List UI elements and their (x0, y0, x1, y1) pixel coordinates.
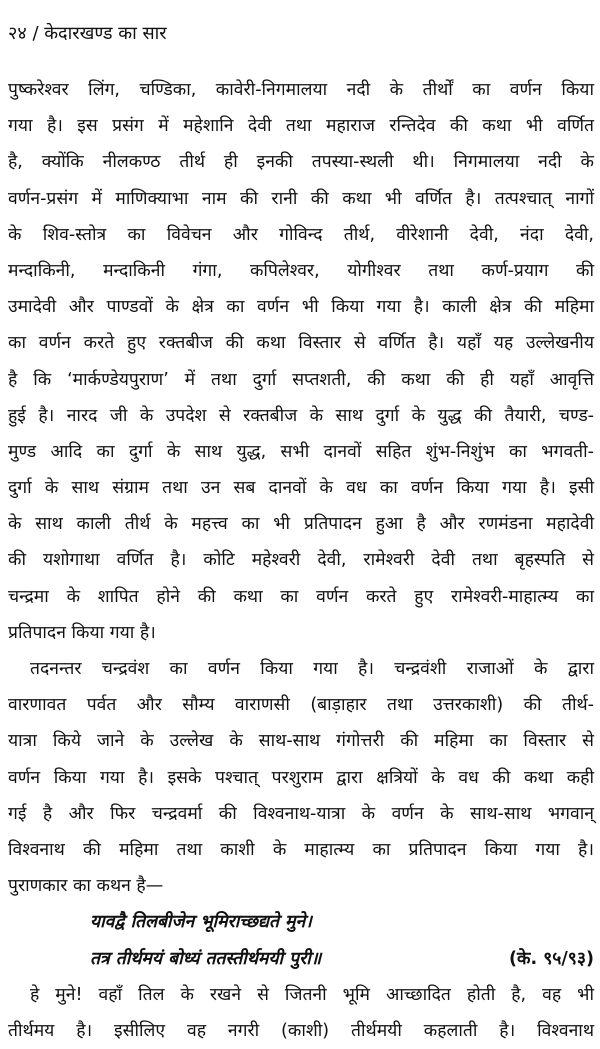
text-line: के साथ काली तीर्थ के महत्त्व का भी प्रतिपादन हुआ है और रणमंडना महादेवी (8, 514, 594, 535)
text-line: यात्रा किये जाने के उल्लेख के साथ-साथ गंगोत्तरी की महिमा का विस्तार से (8, 731, 594, 752)
text-line: पुराणकार का कथन है— (8, 876, 164, 897)
text-line: उमादेवी और पाण्डवों के क्षेत्र का वर्णन भी किया गया है। काली क्षेत्र की महिमा (8, 297, 594, 318)
text-line: गई है और फिर चन्द्रवर्मा की विश्वनाथ-यात्रा के वर्णन के साथ-साथ भगवान् (8, 803, 594, 824)
sanskrit-verse (8, 904, 594, 976)
running-header: २४ / केदारखण्ड का सार (8, 23, 167, 44)
text-line: के शिव-स्तोत्र का विवेचन और गोविन्द तीर्थ, वीरेशानी देवी, नंदा देवी, (8, 224, 594, 245)
text-line: गया है। इस प्रसंग में महेशानि देवी तथा महाराज रन्तिदेव की कथा भी वर्णित (8, 116, 594, 137)
text-line: दुर्गा के साथ संग्राम तथा उन सब दानवों के वध का वर्णन किया गया है। इसी (8, 478, 594, 499)
verse-line (8, 941, 594, 977)
text-line: मन्दाकिनी, मन्दाकिनी गंगा, कपिलेश्वर, योगीश्वर तथा कर्ण-प्रयाग की (8, 260, 594, 281)
text-line: वर्णन किया गया है। इसके पश्चात् परशुराम द्वारा क्षत्रियों के वध की कथा कही (8, 767, 594, 788)
text-line: पुष्करेश्वर लिंग, चण्डिका, कावेरी-निगमालया नदी के तीर्थों का वर्णन किया (8, 80, 594, 100)
text-line: प्रतिपादन किया गया है। (8, 622, 156, 643)
text-line: विश्वनाथ की महिमा तथा काशी के माहात्म्य का प्रतिपादन किया गया है। (8, 839, 594, 860)
text-line: हे मुने! वहाँ तिल के रखने से जितनी भूमि आच्छादित होती है, वह भी (30, 984, 594, 1005)
text-line: का वर्णन करते हुए रक्तबीज की कथा विस्तार से वर्णित है। यहाँ यह उल्लेखनीय (8, 333, 594, 354)
verse-line (8, 904, 594, 940)
text-line: है, क्योंकि नीलकण्ठ तीर्थ ही इनकी तपस्या-स्थली थी। निगमालया नदी के (8, 152, 594, 173)
paragraph-1 (8, 72, 594, 651)
paragraph-3 (8, 977, 594, 1049)
paragraph-2 (8, 651, 594, 904)
verse-reference: (के. ९५/९३) (509, 948, 594, 969)
text-line: हुई है। नारद जी के उपदेश से रक्तबीज के साथ दुर्गा के युद्ध की तैयारी, चण्ड- (8, 405, 594, 426)
text-line: वारणावत पर्वत और सौम्य वाराणसी (बाड़ाहार तथा उत्तरकाशी) की तीर्थ- (8, 695, 594, 716)
text-line: तदनन्तर चन्द्रवंश का वर्णन किया गया है। चन्द्रवंशी राजाओं के द्वारा (30, 659, 594, 679)
verse-text: यावद्वै तिलबीजेन भूमिराच्छद्यते मुने। (90, 912, 312, 933)
verse-text: तत्र तीर्थमयं बोध्यं ततस्तीर्थमयी पुरी॥ (90, 948, 322, 969)
text-line: वर्णन-प्रसंग में माणिक्याभा नाम की रानी की कथा भी वर्णित है। तत्पश्चात् नागों (8, 188, 594, 209)
text-line: चन्द्रमा के शापित होने की कथा का वर्णन करते हुए रामेश्वरी-माहात्म्य का (8, 586, 594, 607)
text-line: है कि ‘मार्कण्डेयपुराण’ में तथा दुर्गा सप्तशती, की कथा की ही यहाँ आवृत्ति (8, 369, 594, 390)
text-line: तीर्थमय है। इसीलिए वह नगरी (काशी) तीर्थमयी कहलाती है। विश्वनाथ (8, 1020, 594, 1041)
text-line: मुण्ड आदि का दुर्गा के साथ युद्ध, सभी दानवों सहित शुंभ-निशुंभ का भगवती- (8, 441, 594, 462)
body-text (8, 72, 594, 1049)
text-line: की यशोगाथा वर्णित है। कोटि महेश्वरी देवी, रामेश्वरी देवी तथा बृहस्पति से (8, 550, 594, 571)
